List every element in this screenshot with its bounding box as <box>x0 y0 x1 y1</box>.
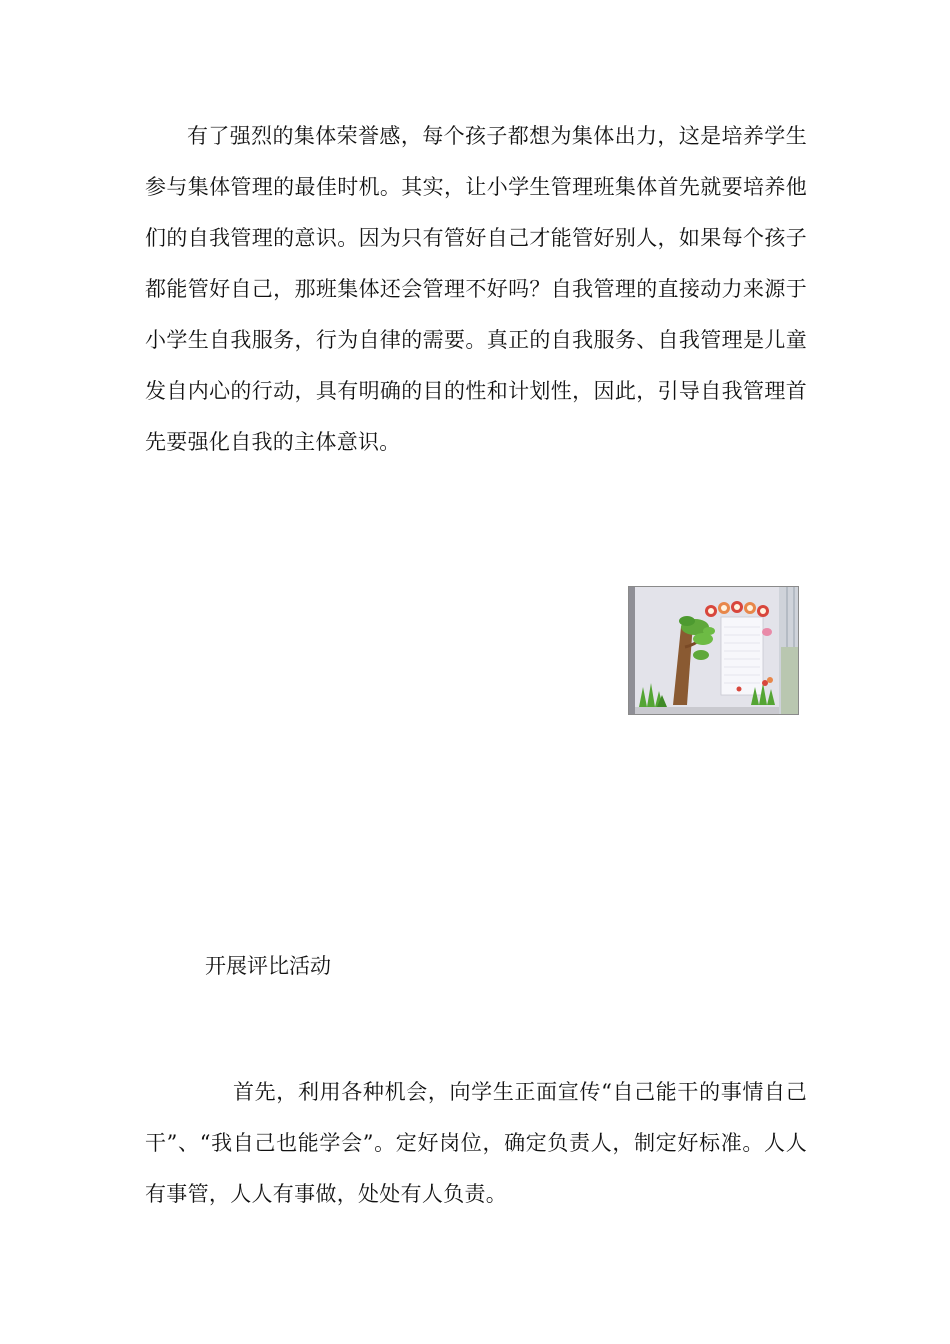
body-paragraph-2: 首先，利用各种机会，向学生正面宣传“自己能干的事情自己干”、“我自己也能学会”。定好岗位，确定负责人，制定好标准。人人有事管，人人有事做，处处有人负责。 <box>145 1080 807 1206</box>
section-heading: 开展评比活动 <box>205 954 331 978</box>
classroom-wall-display-photo <box>628 586 799 715</box>
body-paragraph-1: 有了强烈的集体荣誉感，每个孩子都想为集体出力，这是培养学生参与集体管理的最佳时机。其实，让小学生管理班集体首先就要培养他们的自我管理的意识。因为只有管好自己才能管好别人，如果每个孩子都能管好自己，那班集体还会管理不好吗？自我管理的直接动力来源于小学生自我服务，行为自律的需要。真正的自我服务、自我管理是儿童发自内心的行动，具有明确的目的性和计划性，因此，引导自我管理首先要强化自我的主体意识。 <box>145 124 807 454</box>
